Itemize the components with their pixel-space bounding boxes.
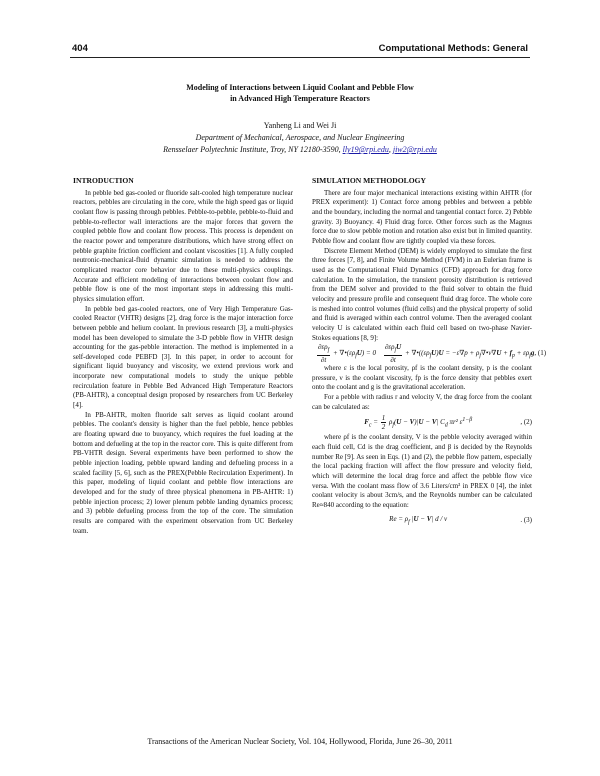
right-column <box>312 176 547 532</box>
department: Department of Mechanical, Aerospace, and Nuclear Engineering <box>195 133 405 142</box>
affiliation-line <box>0 144 600 156</box>
equation-3-body: $Re = \rho_f$ |U − V| d / ν <box>389 514 448 526</box>
email-separator: , <box>388 145 391 154</box>
equation-1-number: , (1) <box>534 348 547 357</box>
paper-title <box>0 82 600 104</box>
method-paragraph-4: For a pebble with radius r and velocity V, the drag force from the coolant can be calculated as: <box>312 393 532 411</box>
title-line-1: Modeling of Interactions between Liquid Coolant and Pebble Flow <box>186 83 414 92</box>
intro-paragraph-2: In pebble bed gas-cooled reactors, one of Very High Temperature Gas-cooled Reactor (VHTR) designs [2], drag force is the major interaction force between pebble and helium coolant. In previous research [3], a multi-physics model has been developed to simulate the 3-D pebble flow in VHTR design accounting for the gas-pebble interaction. The method is implemented in a self-developed code PEBFD [3]. In this paper, in order to account for significant liquid buoyancy and viscosity, we extend previous work and incorporate new computational models to study the unique pebble recirculation feature in Pebble Bed Advanced High Temperature Reactors (PB-AHTR), a conceptual design proposed by researchers from UC Berkeley [4]. <box>73 304 293 410</box>
author-names: Yanheng Li and Wei Ji <box>263 121 337 130</box>
method-paragraph-3: where ε is the local porosity, ρf is the coolant density, p is the coolant pressure, ν is the coolant viscosity, fp is the force density that pebbles exert onto the coolant and g is the gravitational acceleration. <box>312 364 532 392</box>
email-link-2[interactable]: jiw2@rpi.edu <box>392 145 437 154</box>
section-header: Computational Methods: General <box>378 43 528 54</box>
left-column <box>73 176 293 536</box>
title-line-2: in Advanced High Temperature Reactors <box>230 94 370 103</box>
method-paragraph-5: where ρf is the coolant density, V is the pebble velocity averaged within each fluid cell, Cd is the drag coefficient, and β is decided by the Reynolds number Re [9]. As seen in Eqs. (1) and (2), the pebble flow pattern, especially the local packing fraction will affect the flow pressure and velocity field, which will determine the local drag force and affect the pebble flow vice versa. With the coolant mass flow of 3.6 Liters/cm³ in PREX 0 [4], the inlet coolant velocity is about 3cm/s, and the Reynolds number can be calculated Re≈840 according to the equation: <box>312 433 532 510</box>
header-rule <box>70 57 530 58</box>
equation-3-number: . (3) <box>520 516 532 525</box>
equation-1-body: $\frac{\partial\varepsilon\rho_f}{\partial t}$ + $\nabla•(\varepsilon\rho_fU) = 0$ $\frac{\partial\varepsilon\rho_fU}{\partial t}$ + $\nabla•((\varepsilon\rho_fU)U = -\varepsilon\nabla p$ + $\rho_f\nabla•\nu\nabla U + f_p + \varepsilon\rho_fg$ <box>318 343 535 364</box>
equation-2 <box>312 414 532 431</box>
author-block <box>0 120 600 156</box>
affiliation: Rensselaer Polytechnic Institute, Troy, NY 12180-3590, <box>163 145 341 154</box>
intro-paragraph-1: In pebble bed gas-cooled or fluoride salt-cooled high temperature nuclear reactors, pebbles are circulating in the core, while the high speed gas or liquid coolant flow is passing through pebbles. Pebble-to-pebble, pebble-to-fluid and pebble-to-reflector wall interactions are the major forces that govern the coupled pebble flow and coolant flow process. This process is dependent on the reactor power and temperature distributions, which have strong effect on pebble graphite friction coefficient and coolant viscosities [1]. A fully coupled neutronic-mechanical-fluid dynamic simulation is needed to address the complicated reactor core behavior due to these multi-physics couplings. Accurate and efficient modeling of interactions between coolant flow and pebble flow is one of the most important steps in addressing this multi-physics simulation effort. <box>73 188 293 303</box>
method-paragraph-1: There are four major mechanical interactions existing within AHTR (for PREX experiment): 1) Contact force among pebbles and between a pebble and the boundary, including the normal and tangential contact force. 2) Pebble gravity. 3) Buoyancy. 4) Fluid drag force. Other forces such as the Magnus force due to slow pebble motion and rotation also exist but in limited quantity. Pebble flow and coolant flow are tightly coupled via these forces. <box>312 188 532 245</box>
page-number: 404 <box>72 43 88 54</box>
equation-1 <box>312 343 547 364</box>
equation-3 <box>312 513 532 530</box>
method-paragraph-2: Discrete Element Method (DEM) is widely employed to simulate the first three forces [7, 8], and Finite Volume Method (FVM) in an Eulerian frame is used as the Computational Fluid Dynamics (CFD) approach for drag force calculation. In the simulation, the transient porosity distribution is retrieved from the DEM solver and provided to the fluid solver to obtain the fluid velocity and pressure profile and consequent fluid drag force. The whole core is meshed into control volumes (fluid cells) and the physical property of solid and fluid is averaged within each control volume. Then the averaged coolant velocity U is calculated within each fluid cell based on two-phase Navier-Stokes equations [8, 9]: <box>312 246 532 342</box>
email-link-1[interactable]: lly19@rpi.edu <box>342 145 389 154</box>
equation-2-body: $F_c$ = $\frac{1}{2}$ $\rho_f(U - V)|U - V|$ $C_d$ πr² $\varepsilon^{1-\beta}$ <box>364 414 473 432</box>
introduction-heading: INTRODUCTION <box>73 176 134 185</box>
methodology-heading: SIMULATION METHODOLOGY <box>312 176 426 185</box>
intro-paragraph-3: In PB-AHTR, molten fluoride salt serves as liquid coolant around pebbles. The coolant's density is higher than the fuel pebble, hence pebbles are floating upward due to buoyancy, which requires the fuel loading at the bottom and defueling at the top in the reactor core. This is quite different from PB-VHTR design. Several experiments have been performed to show the pebble injection loading, pebble upward landing and defueling process in a scaled facility [5, 6], such as the PREX(Pebble Recirculation Experiment). In this paper, modeling of liquid coolant and pebble flow interactions are developed and for the study of three physical phenomena in PB-AHTR: 1) pebble injection process; 2) lower plenum pebble landing dynamics process; and 3) pebble defueling process from the top of the core. The simulation results are compared with the experiment observation from UC Berkeley team. <box>73 410 293 535</box>
equation-2-number: , (2) <box>520 418 532 427</box>
page-footer: Transactions of the American Nuclear Society, Vol. 104, Hollywood, Florida, June 26–30, 2011 <box>147 737 453 746</box>
